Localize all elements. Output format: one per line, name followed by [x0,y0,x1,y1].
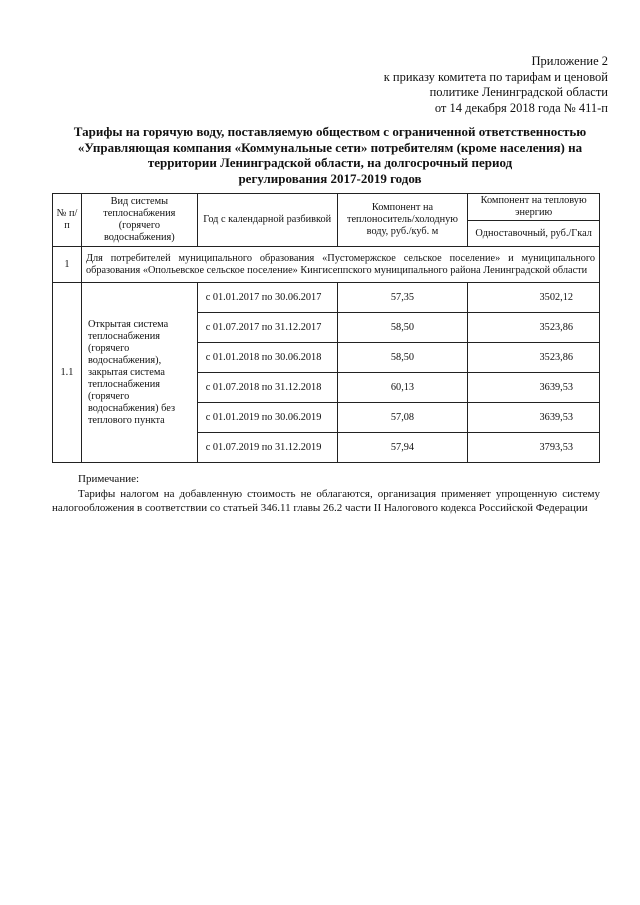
header-energy: Компонент на тепловую энергию [468,194,600,221]
energy-value: 3523,86 [468,343,600,373]
title-line: Тарифы на горячую воду, поставляемую обществом с ограниченной ответственностью [73,124,587,139]
header-carrier: Компонент на теплоноситель/холодную воду, руб./куб. м [337,194,468,247]
group-num: 1 [53,247,82,283]
period-cell: с 01.01.2019 по 30.06.2019 [197,403,337,433]
period-cell: с 01.07.2018 по 31.12.2018 [197,373,337,403]
note-section [52,472,600,515]
header-system-type: Вид системы теплоснабжения (горячего водоснабжения) [81,194,197,247]
energy-value: 3793,53 [468,433,600,463]
energy-value: 3502,12 [468,283,600,313]
period-cell: с 01.01.2017 по 30.06.2017 [197,283,337,313]
document-title [60,124,600,186]
period-cell: с 01.01.2018 по 30.06.2018 [197,343,337,373]
system-type-text: Открытая система теплоснабжения (горячего водоснабжения), закрытая система теплоснабжения (горячего водоснабжения) без теплового пункта [81,283,197,463]
header-energy-sub: Одноставочный, руб./Гкал [468,221,600,247]
period-cell: с 01.07.2019 по 31.12.2019 [197,433,337,463]
energy-value: 3523,86 [468,313,600,343]
carrier-value: 58,50 [337,343,468,373]
energy-value: 3639,53 [468,373,600,403]
carrier-value: 57,94 [337,433,468,463]
carrier-value: 58,50 [337,313,468,343]
row-num: 1.1 [53,283,82,463]
note-text: Тарифы налогом на добавленную стоимость не облагаются, организация применяет упрощенную систему налогообложения в соответствии со статьей 346.11 главы 26.2 части II Налогового кодекса Российской Федерации [52,488,600,514]
carrier-value: 57,35 [337,283,468,313]
carrier-value: 60,13 [337,373,468,403]
header-year: Год с календарной разбивкой [197,194,337,247]
appendix-line: к приказу комитета по тарифам и ценовой [383,69,608,84]
appendix-header [308,54,608,116]
title-line: регулирования 2017-2019 годов [238,170,422,186]
header-num: № п/п [53,194,82,247]
title-line: «Управляющая компания «Коммунальные сети» потребителям (кроме населения) на [77,139,583,155]
appendix-line: политике Ленинградской области [429,85,608,99]
energy-value: 3639,53 [468,403,600,433]
tariff-table [52,193,600,463]
period-cell: с 01.07.2017 по 31.12.2017 [197,313,337,343]
appendix-line: Приложение 2 [531,54,608,68]
appendix-line: от 14 декабря 2018 года № 411-п [434,100,608,115]
note-label: Примечание: [78,473,140,485]
carrier-value: 57,08 [337,403,468,433]
consumer-group-text: Для потребителей муниципального образования «Пустомержское сельское поселение» и муниципального образования «Опольевское сельское поселение» Кингисеппского муниципального района Ленинградской области [81,247,599,283]
title-line: территории Ленинградской области, на долгосрочный период [147,155,513,170]
table-row [53,283,600,313]
